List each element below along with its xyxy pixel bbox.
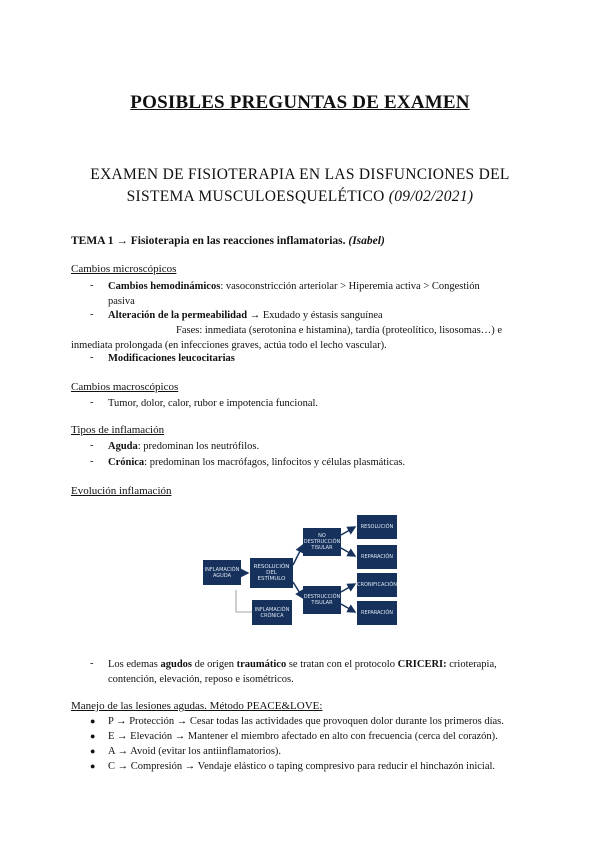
chronic-connector xyxy=(236,590,252,612)
tipos-heading: Tipos de inflamación xyxy=(71,424,165,436)
exam-heading-line1: EXAMEN DE FISIOTERAPIA EN LAS DISFUNCIONES DEL xyxy=(90,166,510,183)
edemas-text: crioterapia, xyxy=(446,659,497,670)
tema-label: TEMA 1 → Fisioterapia en las reacciones inflamatorias. xyxy=(71,235,346,247)
box-resolucion-estimulo: RESOLUCIÓN DEL ESTÍMULO xyxy=(250,558,293,588)
box-reparacion: REPARACIÓN xyxy=(357,545,397,569)
edemas-line2: contención, elevación, reposo e isométricos. xyxy=(108,674,294,685)
micro-item-2-bold: Alteración de la permeabilidad xyxy=(108,310,248,321)
page-title: POSIBLES PREGUNTAS DE EXAMEN xyxy=(130,92,470,113)
edemas-bold-traumatico: traumático xyxy=(236,659,287,670)
tipos-item-1-text: : predominan los neutrófilos. xyxy=(137,441,260,452)
evolucion-heading: Evolución inflamación xyxy=(71,485,172,497)
manejo-heading: Manejo de las lesiones agudas. Método PEACE&LOVE: xyxy=(71,700,323,712)
dash: - xyxy=(90,658,94,669)
tipos-item-2-text: : predominan los macrófagos, linfocitos y células plasmáticas. xyxy=(144,457,406,468)
box-inflamacion-cronica: INFLAMACIÓN CRÓNICA xyxy=(252,600,292,625)
exam-heading-subject: SISTEMA MUSCULOESQUELÉTICO xyxy=(126,188,385,205)
micro-item-2-cont2: inmediata prolongada (en infecciones graves, actúa todo el lecho vascular). xyxy=(71,340,387,351)
macro-item-1: Tumor, dolor, calor, rubor e impotencia funcional. xyxy=(108,398,319,409)
edemas-text: Los edemas xyxy=(108,659,161,670)
edemas-bold-agudos: agudos xyxy=(160,659,193,670)
arrow-connector xyxy=(341,527,355,535)
micro-item-3-bold: Modificaciones leucocitarias xyxy=(108,353,235,364)
micro-item-1-bold: Cambios hemodinámicos xyxy=(108,281,221,292)
box-cronificacion: CRONIFICACIÓN xyxy=(357,573,397,597)
dash: - xyxy=(90,280,94,291)
box-resolucion: RESOLUCIÓN xyxy=(357,515,397,539)
arrow-connector xyxy=(341,548,355,556)
arrow-connector xyxy=(341,584,355,592)
box-inflamacion-aguda: INFLAMACIÓN AGUDA xyxy=(203,560,241,585)
bullet-icon: ● xyxy=(90,716,96,726)
micro-heading: Cambios microscópicos xyxy=(71,263,177,275)
micro-item-1-text: : vasoconstricción arteriolar > Hiperemia activa > Congestión xyxy=(220,281,480,292)
micro-item-2-cont1: Fases: inmediata (serotonina e histamina), tardía (proteolítico, lisosomas…) e xyxy=(176,325,502,336)
box-regeneracion: REPARACIÓN xyxy=(357,601,397,625)
dash: - xyxy=(90,309,94,320)
box-no-destruccion: NO DESTRUCCIÓN TISULAR xyxy=(303,528,341,556)
bullet-icon: ● xyxy=(90,731,96,741)
manejo-item: A → Avoid (evitar los antiinflamatorios). xyxy=(108,746,282,757)
edemas-text: de origen xyxy=(192,659,237,670)
exam-date: (09/02/2021) xyxy=(388,188,474,205)
box-destruccion: DESTRUCCIÓN TISULAR xyxy=(303,586,341,614)
bullet-icon: ● xyxy=(90,761,96,771)
arrow-connector xyxy=(341,604,355,612)
edemas-text: se tratan con el protocolo xyxy=(286,659,398,670)
dash: - xyxy=(90,456,94,467)
manejo-item: P → Protección → Cesar todas las actividades que provoquen dolor durante los primeros días. xyxy=(108,716,504,727)
macro-heading: Cambios macroscópicos xyxy=(71,381,179,393)
micro-item-2-text: → Exudado y éstasis sanguínea xyxy=(247,310,383,321)
edemas-line1 xyxy=(108,657,533,672)
arrow-connector xyxy=(293,545,303,565)
manejo-item: E → Elevación → Mantener el miembro afectado en alto con frecuencia (cerca del corazón). xyxy=(108,731,498,742)
tema-author: (Isabel) xyxy=(348,235,385,247)
dash: - xyxy=(90,397,94,408)
micro-item-1-cont: pasiva xyxy=(108,296,135,307)
dash: - xyxy=(90,352,94,363)
tipos-item-1-bold: Aguda xyxy=(108,441,138,452)
dash: - xyxy=(90,440,94,451)
bullet-icon: ● xyxy=(90,746,96,756)
arrow-connector xyxy=(293,582,303,598)
tipos-item-2-bold: Crónica xyxy=(108,457,145,468)
edemas-bold-criceri: CRICERI: xyxy=(397,659,447,670)
manejo-item: C → Compresión → Vendaje elástico o taping compresivo para reducir el hinchazón inicial. xyxy=(108,761,496,772)
